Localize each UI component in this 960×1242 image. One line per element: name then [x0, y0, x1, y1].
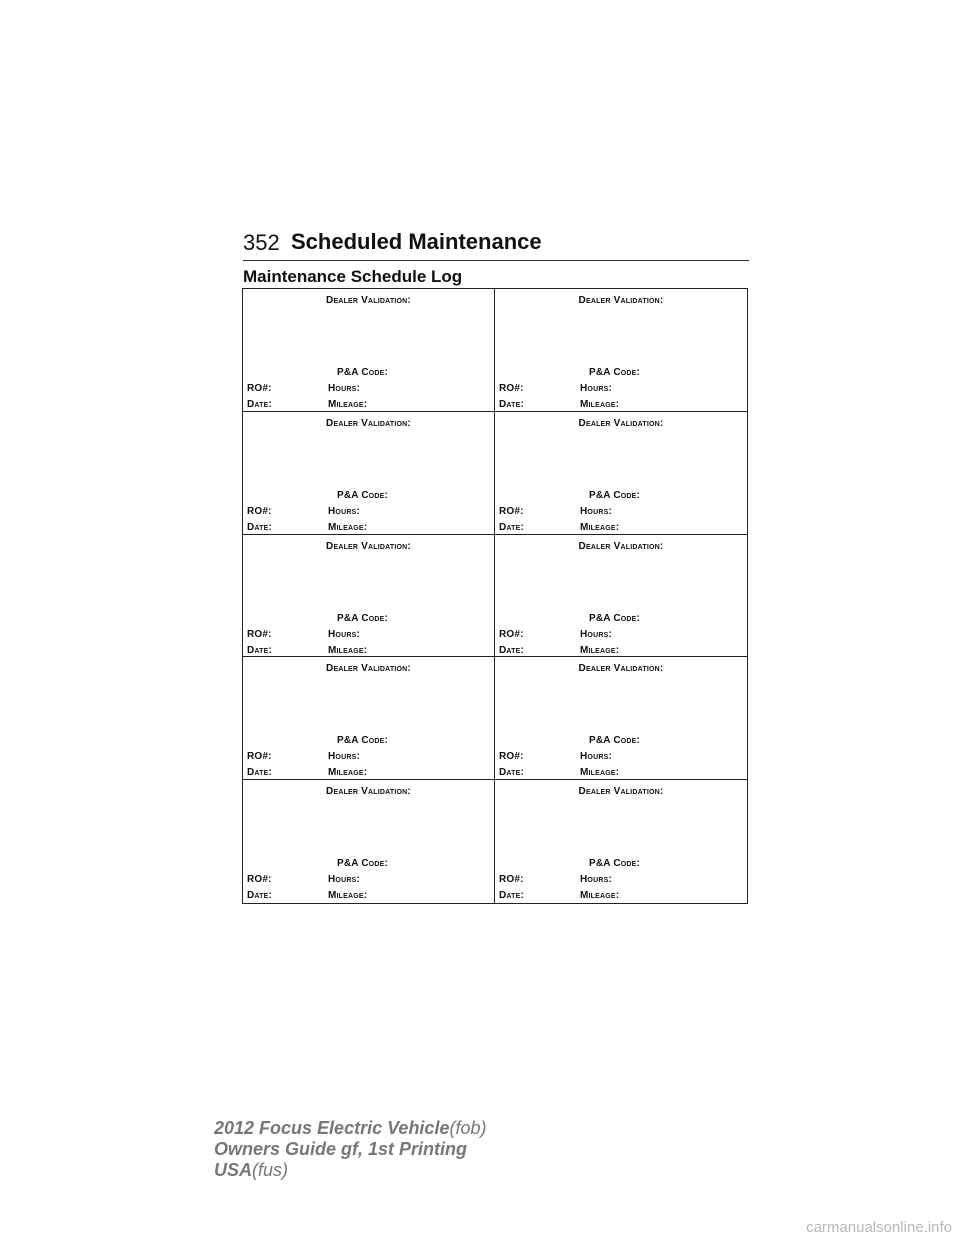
mileage-label: Mileage:	[580, 890, 620, 902]
ro-number-label: RO#:	[247, 383, 272, 394]
pa-code-label: P&A Code:	[337, 735, 389, 747]
hours-label: Hours:	[580, 505, 612, 517]
dealer-validation-label: Dealer Validation:	[326, 663, 411, 675]
mileage-label: Mileage:	[328, 399, 368, 410]
log-entry-cell[interactable]	[243, 535, 495, 658]
log-entry-cell[interactable]	[243, 289, 495, 412]
section-title: Scheduled Maintenance	[291, 229, 542, 254]
hours-label: Hours:	[580, 383, 612, 394]
footer-model-code: (fob)	[449, 1118, 487, 1138]
dealer-validation-label: Dealer Validation:	[578, 295, 664, 306]
hours-label: Hours:	[328, 628, 360, 640]
ro-number-label: RO#:	[499, 628, 524, 640]
date-label: Date:	[499, 399, 525, 410]
hours-label: Hours:	[328, 874, 360, 886]
page-number: 352	[243, 230, 280, 255]
print-footer	[214, 1118, 486, 1181]
ro-number-label: RO#:	[247, 874, 272, 886]
site-watermark: carmanualsonline.info	[806, 1219, 952, 1236]
mileage-label: Mileage:	[328, 890, 368, 902]
pa-code-label: P&A Code:	[337, 612, 389, 624]
hours-label: Hours:	[580, 874, 612, 886]
mileage-label: Mileage:	[580, 399, 620, 410]
ro-number-label: RO#:	[247, 505, 272, 517]
mileage-label: Mileage:	[328, 644, 368, 656]
hours-label: Hours:	[580, 751, 612, 763]
date-label: Date:	[499, 521, 525, 533]
header-rule	[243, 260, 749, 261]
footer-market-code: (fus)	[252, 1160, 289, 1180]
footer-printing: Owners Guide gf, 1st Printing	[214, 1139, 468, 1159]
dealer-validation-label: Dealer Validation:	[578, 540, 664, 552]
log-entry-cell[interactable]	[495, 780, 747, 903]
hours-label: Hours:	[328, 383, 360, 394]
footer-market: USA	[214, 1160, 253, 1180]
pa-code-label: P&A Code:	[589, 489, 641, 501]
pa-code-label: P&A Code:	[589, 858, 641, 870]
date-label: Date:	[499, 767, 525, 779]
log-title: Maintenance Schedule Log	[243, 267, 463, 286]
footer-line-2	[214, 1139, 486, 1160]
date-label: Date:	[247, 644, 273, 656]
log-entry-cell[interactable]	[243, 780, 495, 903]
pa-code-label: P&A Code:	[337, 489, 389, 501]
dealer-validation-label: Dealer Validation:	[326, 295, 411, 306]
log-entry-cell[interactable]	[495, 289, 747, 412]
ro-number-label: RO#:	[499, 505, 524, 517]
ro-number-label: RO#:	[247, 751, 272, 763]
mileage-label: Mileage:	[328, 767, 368, 779]
mileage-label: Mileage:	[580, 644, 620, 656]
dealer-validation-label: Dealer Validation:	[326, 540, 411, 552]
dealer-validation-label: Dealer Validation:	[326, 417, 411, 429]
footer-line-1	[214, 1118, 486, 1139]
pa-code-label: P&A Code:	[337, 367, 389, 378]
date-label: Date:	[247, 399, 273, 410]
mileage-label: Mileage:	[580, 767, 620, 779]
hours-label: Hours:	[328, 505, 360, 517]
log-entry-cell[interactable]	[495, 657, 747, 780]
date-label: Date:	[247, 767, 273, 779]
ro-number-label: RO#:	[499, 751, 524, 763]
dealer-validation-label: Dealer Validation:	[326, 786, 411, 798]
maintenance-log-table	[242, 288, 748, 904]
date-label: Date:	[499, 644, 525, 656]
page-header	[243, 228, 749, 262]
log-entry-cell[interactable]	[243, 657, 495, 780]
log-entry-cell[interactable]	[495, 412, 747, 535]
pa-code-label: P&A Code:	[337, 858, 389, 870]
date-label: Date:	[247, 521, 273, 533]
pa-code-label: P&A Code:	[589, 367, 641, 378]
log-entry-cell[interactable]	[495, 535, 747, 658]
ro-number-label: RO#:	[499, 874, 524, 886]
dealer-validation-label: Dealer Validation:	[578, 786, 664, 798]
date-label: Date:	[499, 890, 525, 902]
log-entry-cell[interactable]	[243, 412, 495, 535]
ro-number-label: RO#:	[499, 383, 524, 394]
footer-model: 2012 Focus Electric Vehicle	[214, 1118, 450, 1138]
date-label: Date:	[247, 890, 273, 902]
hours-label: Hours:	[328, 751, 360, 763]
hours-label: Hours:	[580, 628, 612, 640]
dealer-validation-label: Dealer Validation:	[578, 663, 664, 675]
mileage-label: Mileage:	[580, 521, 620, 533]
mileage-label: Mileage:	[328, 521, 368, 533]
dealer-validation-label: Dealer Validation:	[578, 417, 664, 429]
ro-number-label: RO#:	[247, 628, 272, 640]
pa-code-label: P&A Code:	[589, 612, 641, 624]
footer-line-3	[214, 1160, 486, 1181]
pa-code-label: P&A Code:	[589, 735, 641, 747]
